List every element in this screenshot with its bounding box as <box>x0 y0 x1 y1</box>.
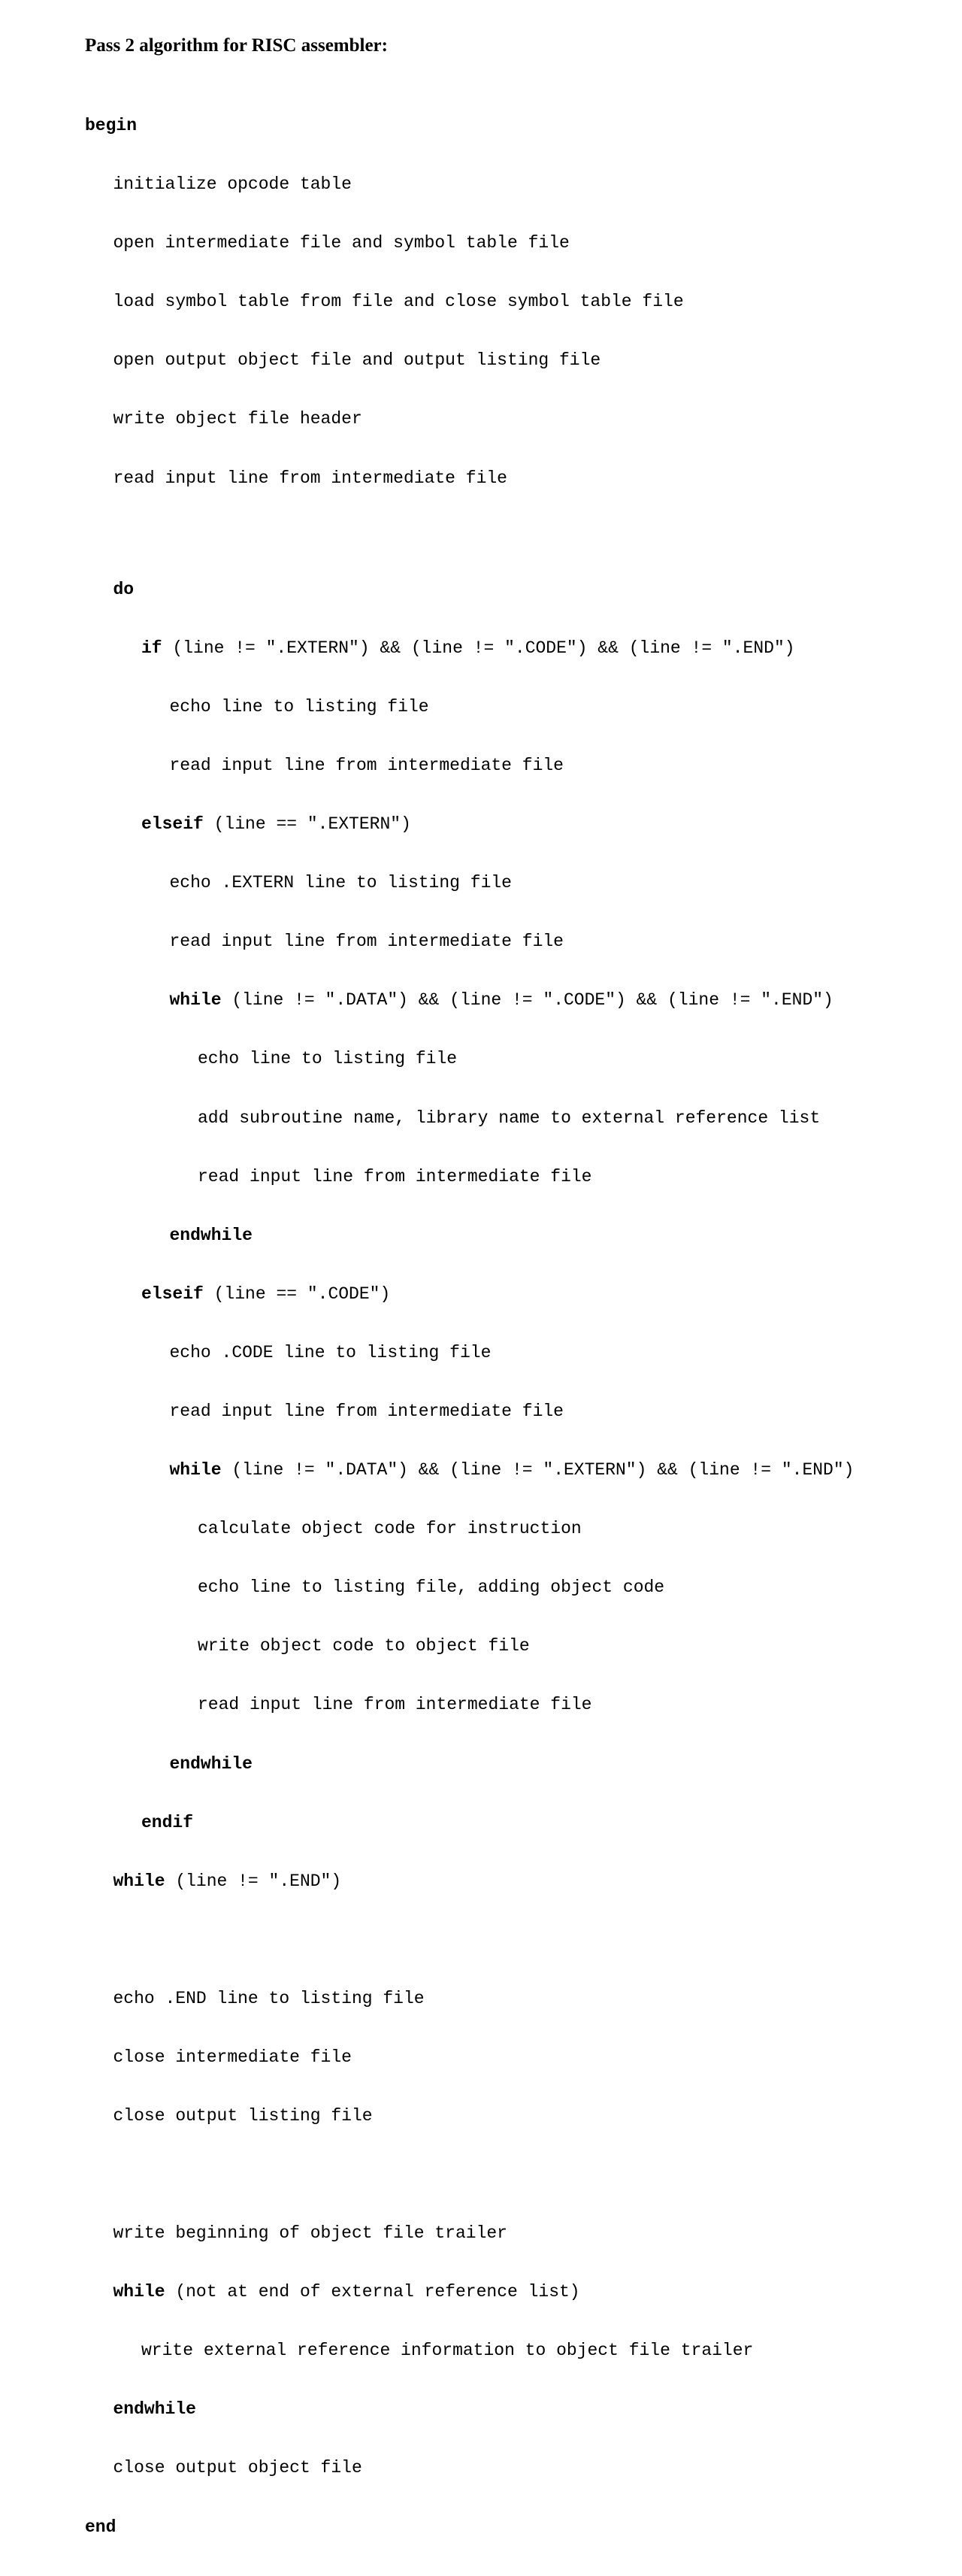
code-line: open output object file and output listing file <box>113 350 601 371</box>
code-text: (not at end of external reference list) <box>165 2282 580 2302</box>
code-line <box>85 1871 854 1891</box>
code-line: close output listing file <box>113 2106 373 2126</box>
code-line <box>85 1754 854 1774</box>
blank-line <box>85 527 854 541</box>
code-line: echo .EXTERN line to listing file <box>169 873 512 893</box>
code-text: (line != ".DATA") && (line != ".CODE") && (line != ".END") <box>221 990 833 1011</box>
keyword: endif <box>141 1812 194 1832</box>
code-text: (line == ".CODE") <box>203 1283 391 1304</box>
code-line: echo line to listing file, adding object code <box>198 1577 665 1598</box>
keyword: endwhile <box>169 1753 253 1774</box>
code-line: close output object file <box>113 2458 362 2478</box>
code-line: write object code to object file <box>198 1636 530 1656</box>
code-line: read input line from intermediate file <box>198 1695 592 1715</box>
code-text: (line == ".EXTERN") <box>203 814 411 835</box>
keyword: end <box>85 2517 116 2537</box>
keyword: elseif <box>141 814 204 835</box>
keyword: while <box>113 1871 165 1891</box>
pseudocode-block <box>85 77 854 2576</box>
code-line: write external reference information to object file trailer <box>141 2341 754 2361</box>
code-line <box>85 116 854 135</box>
code-line: add subroutine name, library name to external reference list <box>198 1108 821 1128</box>
blank-line <box>85 2165 854 2184</box>
code-line: open intermediate file and symbol table file <box>113 233 570 253</box>
code-line: initialize opcode table <box>113 174 352 195</box>
keyword: do <box>113 579 135 599</box>
code-line <box>85 1813 854 1832</box>
code-line: read input line from intermediate file <box>169 755 564 775</box>
code-line: echo line to listing file <box>198 1049 458 1069</box>
code-line: close intermediate file <box>113 2047 352 2067</box>
code-text: (line != ".DATA") && (line != ".EXTERN") && (line != ".END") <box>221 1460 855 1480</box>
code-line: read input line from intermediate file <box>198 1166 592 1186</box>
code-line <box>85 2517 854 2537</box>
code-line <box>85 1460 854 1480</box>
keyword: while <box>169 1460 222 1480</box>
code-line <box>85 2282 854 2302</box>
code-line <box>85 2399 854 2419</box>
keyword: while <box>113 2282 165 2302</box>
code-line: echo .END line to listing file <box>113 1988 425 2008</box>
document-title: Pass 2 algorithm for RISC assembler: <box>85 35 388 56</box>
code-line <box>85 990 854 1010</box>
code-line <box>85 1284 854 1304</box>
code-line <box>85 814 854 834</box>
keyword: endwhile <box>169 1225 253 1245</box>
code-text: (line != ".END") <box>165 1871 342 1891</box>
code-line: read input line from intermediate file <box>169 932 564 952</box>
code-line: write object file header <box>113 409 362 429</box>
keyword: endwhile <box>113 2399 196 2420</box>
blank-line <box>85 1930 854 1950</box>
keyword: elseif <box>141 1283 204 1304</box>
keyword: while <box>169 990 222 1011</box>
code-line: echo .CODE line to listing file <box>169 1342 492 1362</box>
code-line: read input line from intermediate file <box>113 468 507 488</box>
keyword: begin <box>85 116 138 135</box>
code-line <box>85 638 854 658</box>
code-text: (line != ".EXTERN") && (line != ".CODE") && (line != ".END") <box>162 638 795 658</box>
keyword: if <box>141 638 162 658</box>
code-line <box>85 1226 854 1245</box>
code-line: read input line from intermediate file <box>169 1401 564 1421</box>
code-line: write beginning of object file trailer <box>113 2223 507 2244</box>
code-line <box>85 580 854 599</box>
code-line: load symbol table from file and close symbol table file <box>113 292 684 312</box>
code-line: calculate object code for instruction <box>198 1519 582 1539</box>
code-line: echo line to listing file <box>169 696 429 717</box>
